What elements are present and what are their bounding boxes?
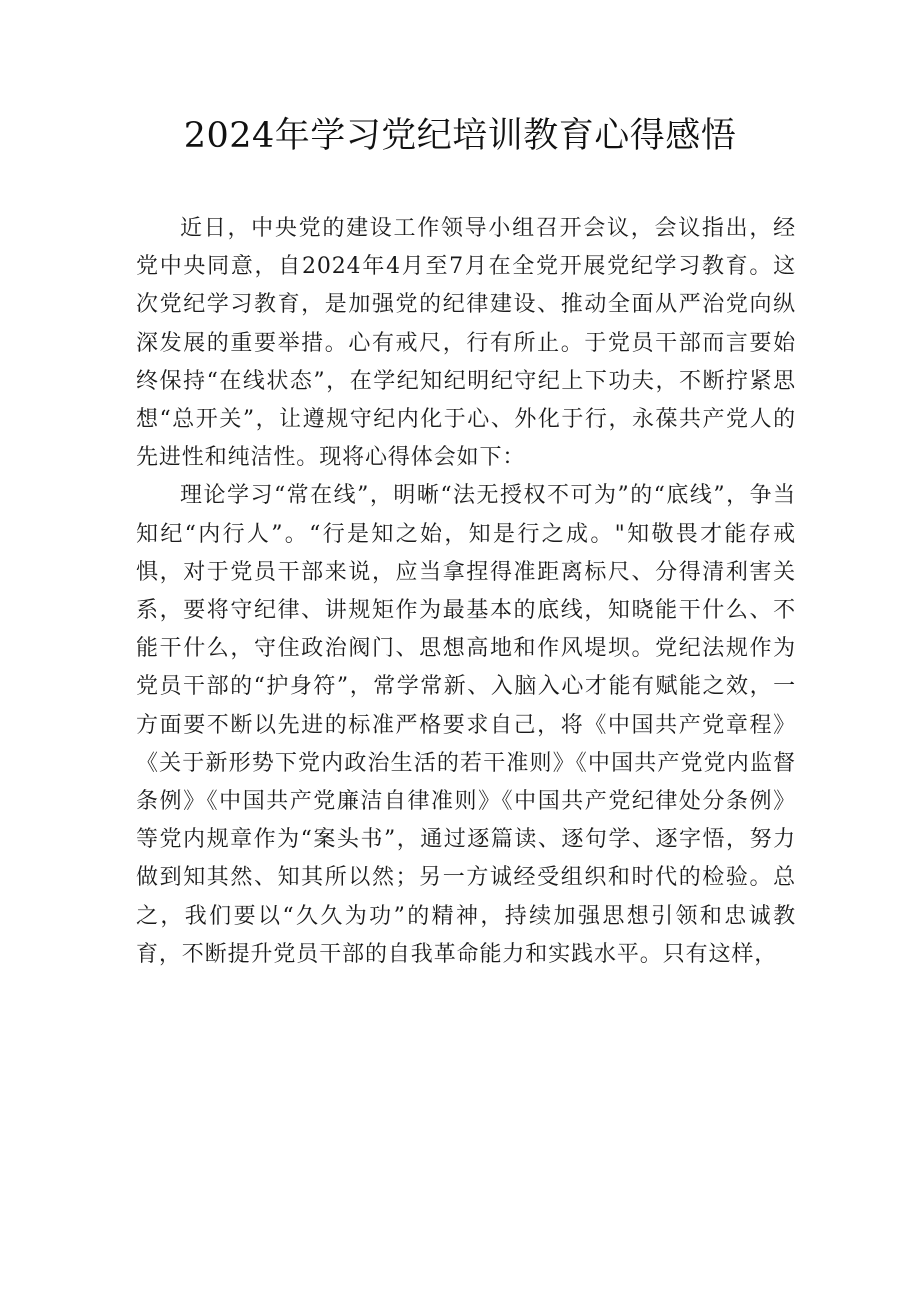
document-title: 2024年学习党纪培训教育心得感悟 — [183, 116, 737, 156]
document-body — [136, 210, 796, 974]
paragraph-theory-study: 理论学习“常在线”，明晰“法无授权不可为”的“底线”，争当知纪“内行人”。“行是知之始，知是行之成。"知敬畏才能存戒惧，对于党员干部来说，应当拿捏得准距离标尺、分得清利害关系，要将守纪律、讲规矩作为最基本的底线，知晓能干什么、不能干什么，守住政治阀门、思想高地和作风堤坝。党纪法规作为党员干部的“护身符”，常学常新、入脑入心才能有赋能之效，一方面要不断以先进的标准严格要求自己，将《中国共产党章程》《关于新形势下党内政治生活的若干准则》《中国共产党党内监督条例》《中国共产党廉洁自律准则》《中国共产党纪律处分条例》等党内规章作为“案头书”，通过逐篇读、逐句学、逐字悟，努力做到知其然、知其所以然；另一方诚经受组织和时代的检验。总之，我们要以“久久为功”的精神，持续加强思想引领和忠诚教育，不断提升党员干部的自我革命能力和实践水平。只有这样， — [136, 483, 796, 967]
paragraph-intro: 近日，中央党的建设工作领导小组召开会议，会议指出，经党中央同意，自2024年4月至7月在全党开展党纪学习教育。这次党纪学习教育，是加强党的纪律建设、推动全面从严治党向纵深发展的重要举措。心有戒尺，行有所止。于党员干部而言要始终保持“在线状态”，在学纪知纪明纪守纪上下功夫，不断拧紧思想“总开关”，让遵规守纪内化于心、外化于行，永葆共产党人的先进性和纯洁性。现将心得体会如下： — [136, 216, 796, 471]
